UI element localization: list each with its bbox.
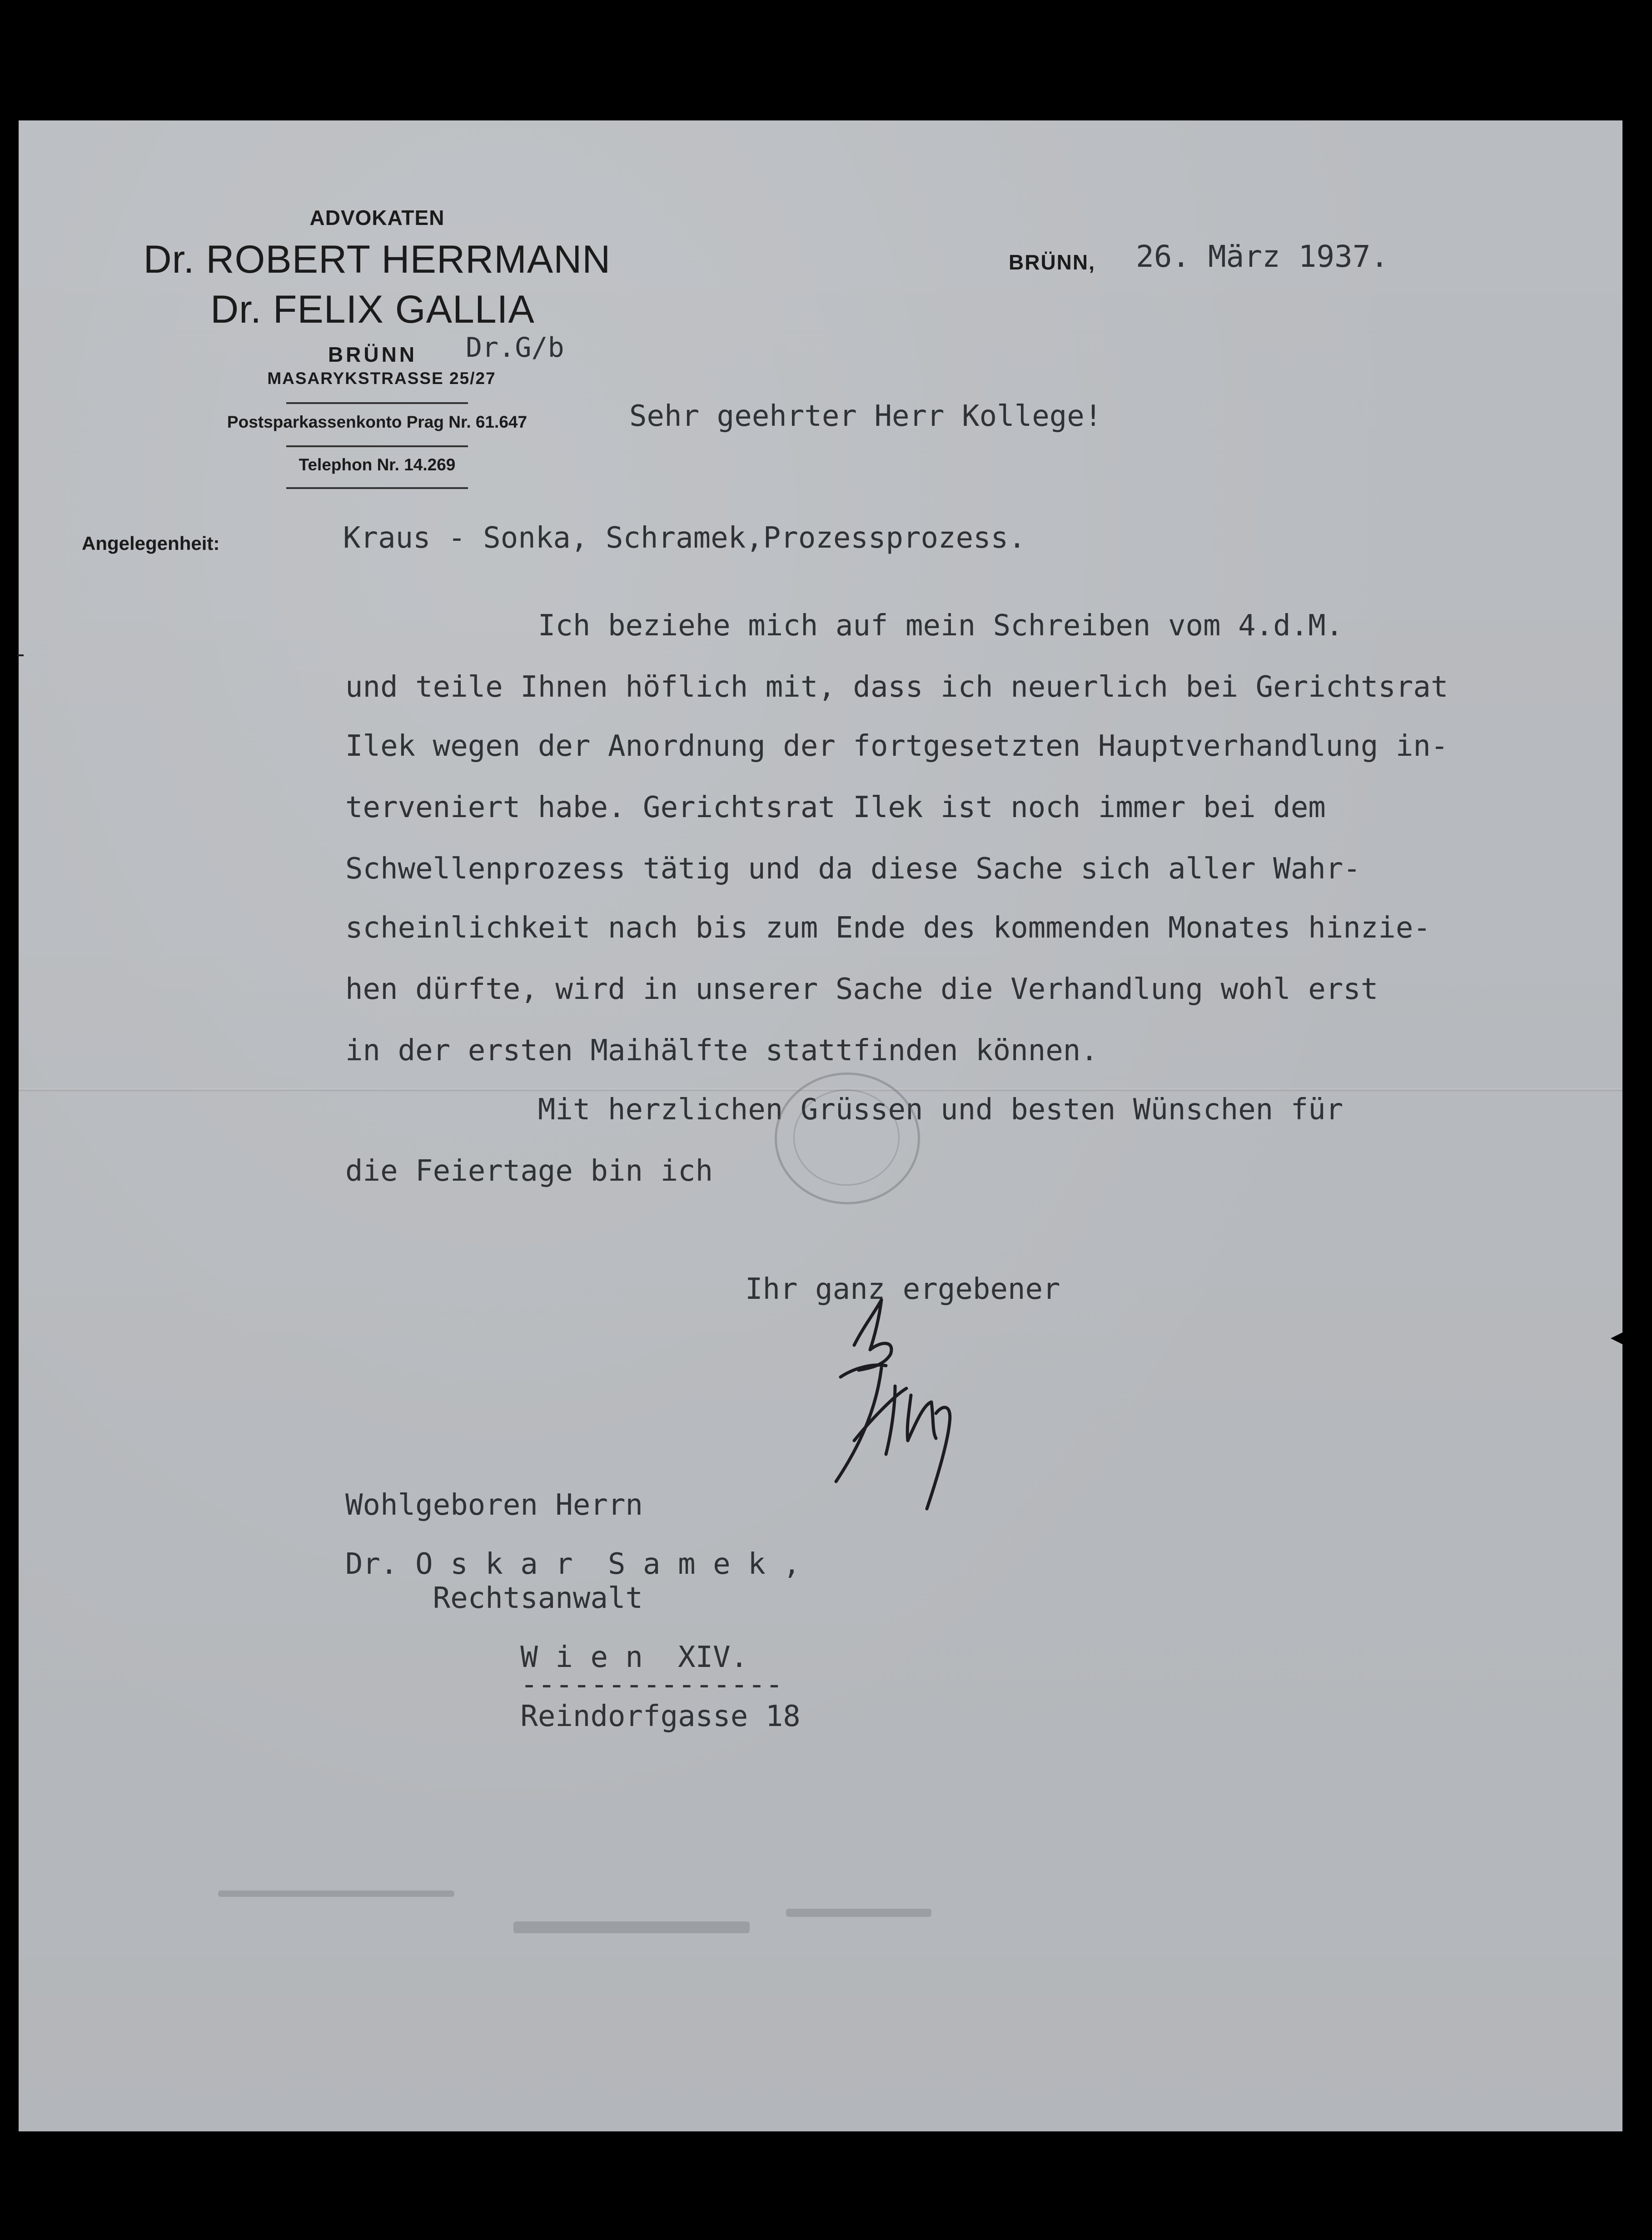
letterhead-street: MASARYKSTRASSE 25/27 xyxy=(267,369,496,388)
body-line: Schwellenprozess tätig und da diese Sache sich aller Wahr- xyxy=(345,852,1361,886)
body-line: terveniert habe. Gerichtsrat Ilek ist noch immer bei dem xyxy=(345,791,1326,824)
letterhead-postal-account: Postsparkassenkonto Prag Nr. 61.647 xyxy=(227,413,527,431)
body-line: hen dürfte, wird in unserer Sache die Verhandlung wohl erst xyxy=(345,973,1378,1006)
letterhead-divider xyxy=(286,402,468,404)
received-stamp-ring xyxy=(793,1089,900,1186)
letterhead-divider xyxy=(286,445,468,447)
recipient-line: Reindorfgasse 18 xyxy=(345,1700,801,1733)
recipient-line: Wohlgeboren Herrn xyxy=(345,1488,643,1522)
subject-line: Kraus - Sonka, Schramek,Prozessprozess. xyxy=(343,521,1026,555)
subject-label: Angelegenheit: xyxy=(82,533,220,554)
body-line: scheinlichkeit nach bis zum Ende des kommenden Monates hinzie- xyxy=(345,911,1431,945)
body-line: Ich beziehe mich auf mein Schreiben vom 4.d.M. xyxy=(345,609,1343,643)
letterhead-title: ADVOKATEN xyxy=(309,206,445,229)
recipient-line: Rechtsanwalt xyxy=(345,1581,643,1615)
letterhead-partner-2: Dr. FELIX GALLIA xyxy=(210,288,535,331)
recipient-line: Dr. O s k a r S a m e k , xyxy=(345,1547,801,1581)
letterhead-phone: Telephon Nr. 14.269 xyxy=(299,455,456,474)
letterhead-divider xyxy=(286,487,468,489)
letterhead-city: BRÜNN xyxy=(328,343,418,366)
letter-date: 26. März 1937. xyxy=(1136,239,1389,274)
body-line: in der ersten Maihälfte stattfinden können. xyxy=(345,1034,1098,1068)
body-line: und teile Ihnen höflich mit, dass ich neuerlich bei Gerichtsrat xyxy=(345,670,1448,704)
received-stamp xyxy=(775,1073,920,1204)
reference-mark: Dr.G/b xyxy=(466,332,564,364)
handwritten-signature xyxy=(827,1291,972,1563)
margin-mark xyxy=(17,654,24,656)
body-line: Ilek wegen der Anordnung der fortgesetzten Hauptverhandlung in- xyxy=(345,729,1448,763)
show-through-marks xyxy=(218,1881,990,1945)
recipient-line: --------------- xyxy=(345,1668,783,1701)
body-line: die Feiertage bin ich xyxy=(345,1154,713,1188)
letter-place: BRÜNN, xyxy=(1009,250,1095,274)
recipient-line: W i e n XIV. xyxy=(345,1641,748,1674)
body-line: Mit herzlichen Grüssen und besten Wünschen für xyxy=(345,1093,1343,1127)
closing: Ihr ganz ergebener xyxy=(745,1272,1060,1306)
letterhead-partner-1: Dr. ROBERT HERRMANN xyxy=(143,238,611,281)
salutation: Sehr geehrter Herr Kollege! xyxy=(629,399,1102,433)
